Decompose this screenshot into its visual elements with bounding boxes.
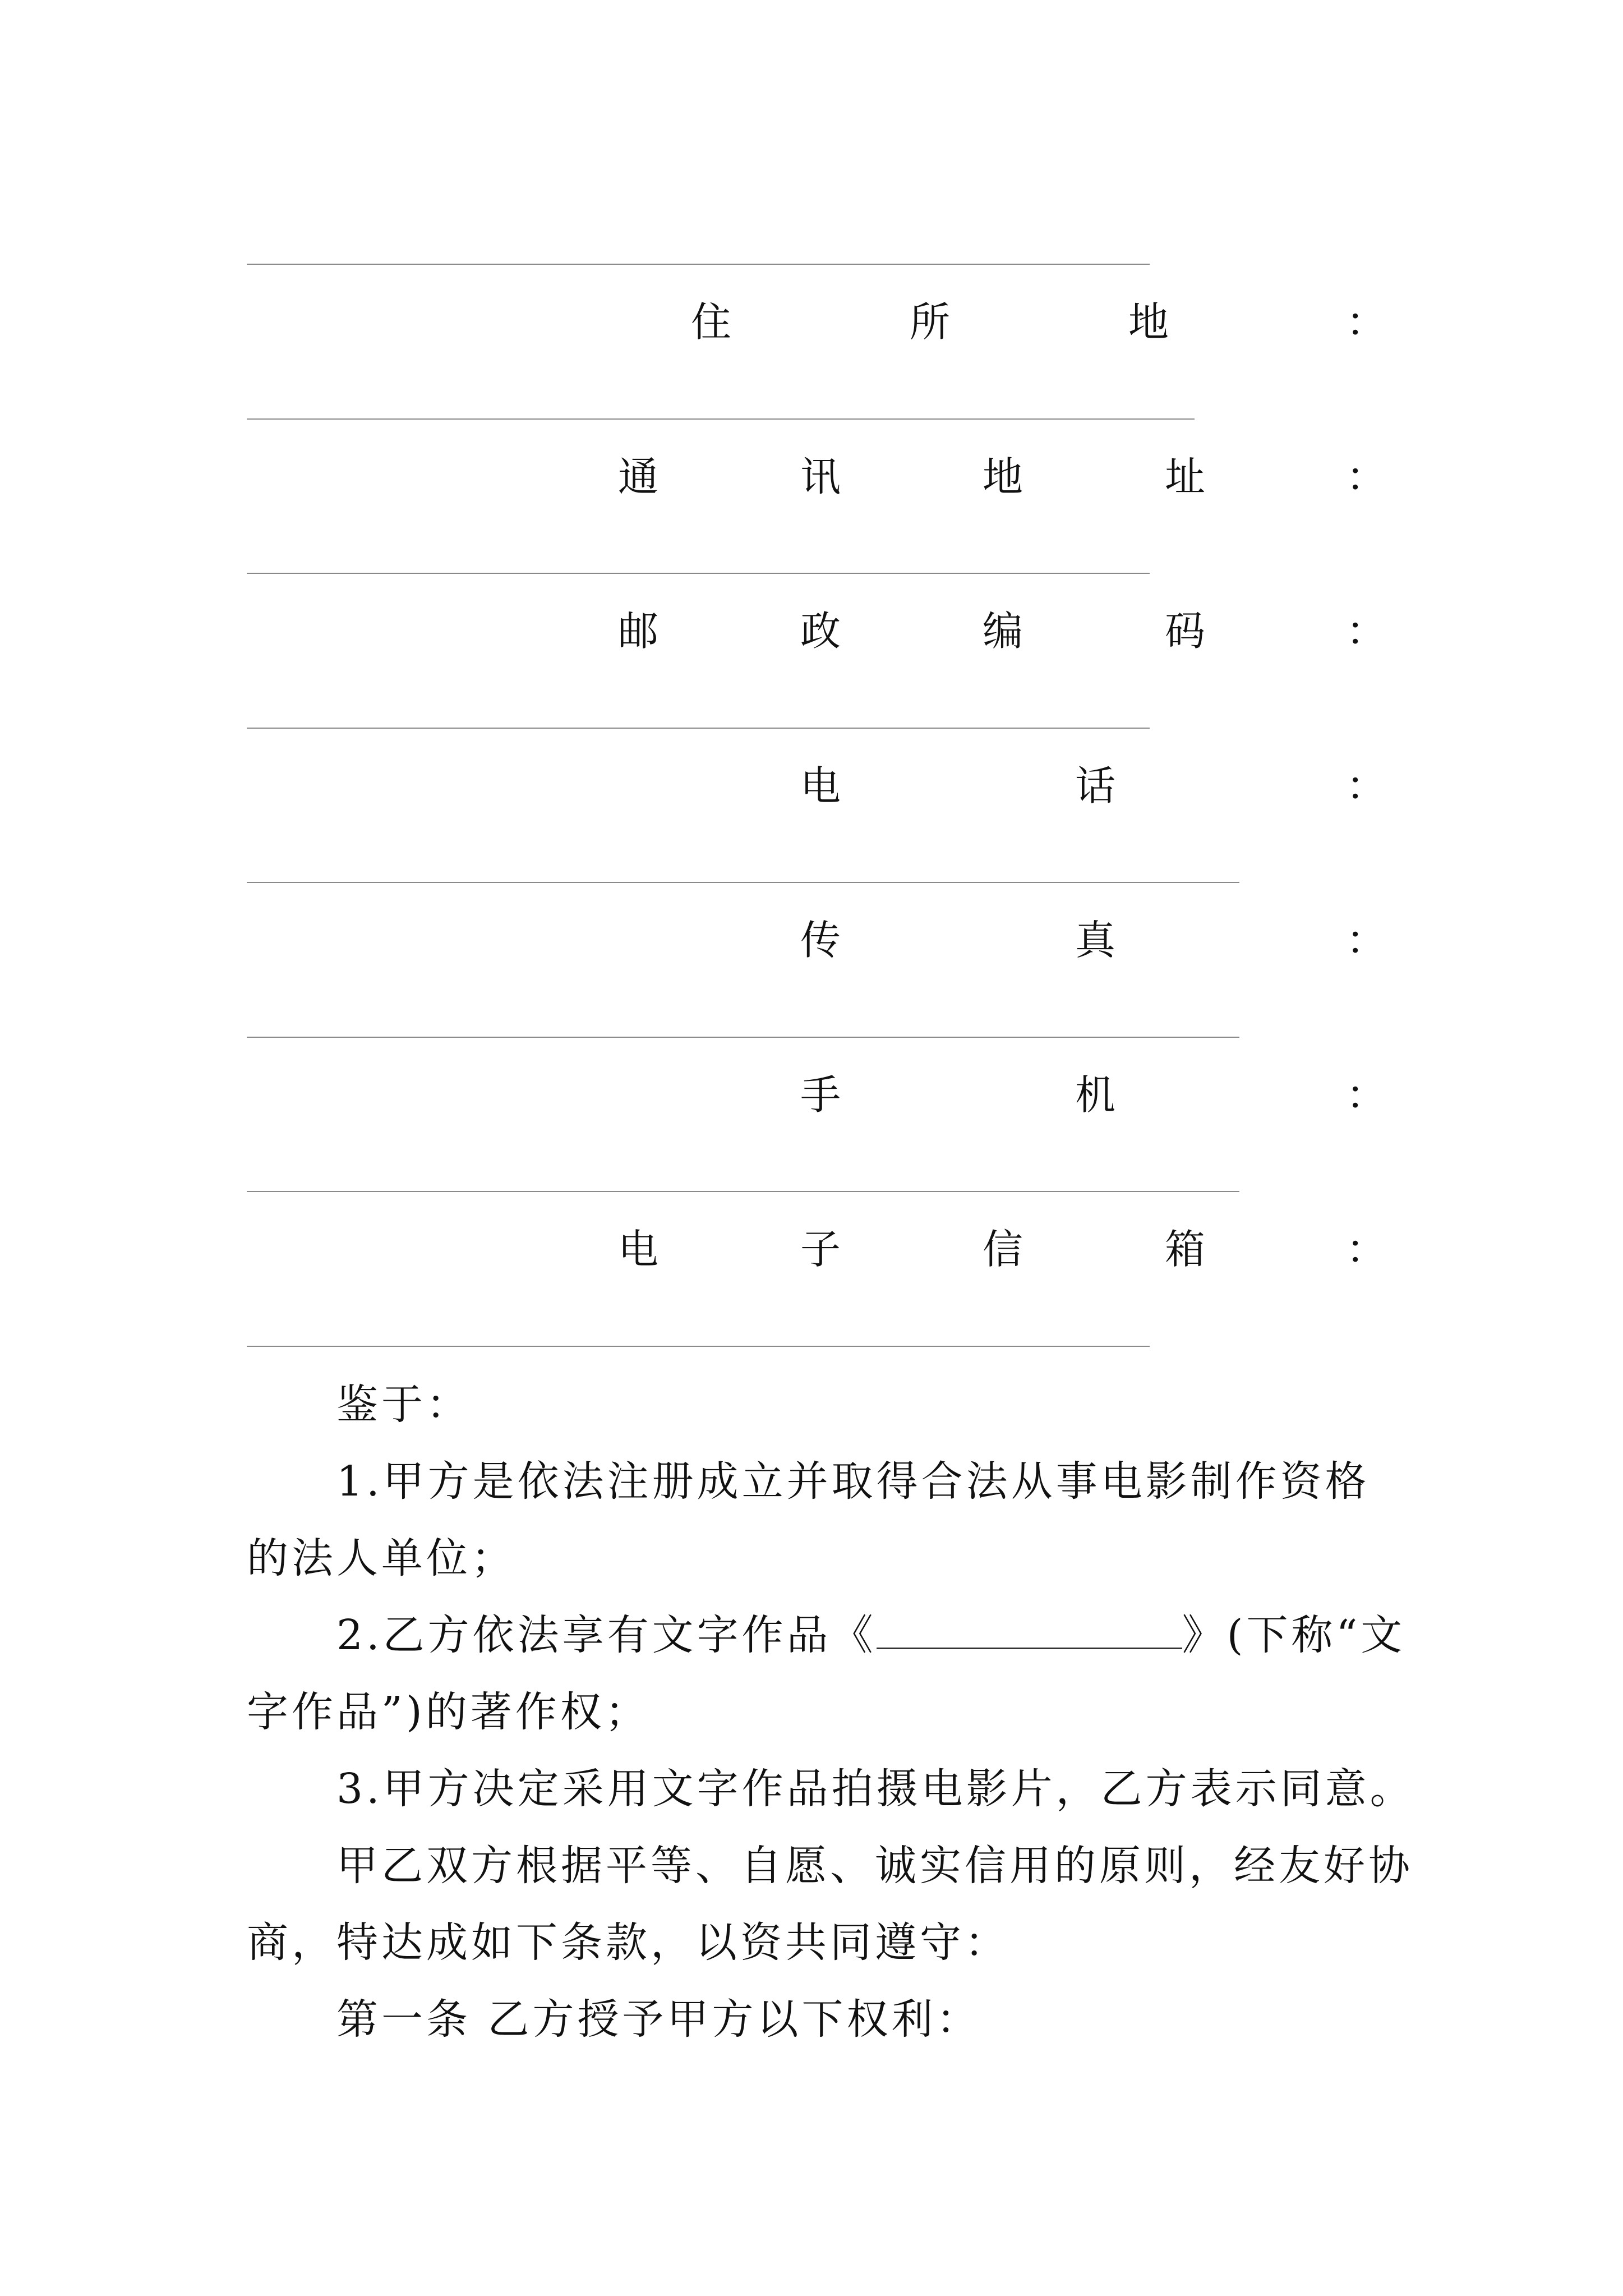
- field-fax-char-1: 传: [800, 917, 841, 964]
- field-rule-5: [247, 882, 1239, 883]
- field-residence-char-2: 所: [910, 298, 951, 346]
- recital-item-2-after-blank: 》(下称“文: [1182, 1611, 1406, 1659]
- field-fax-char-2: 真: [1075, 917, 1116, 964]
- agreement-line-1: 甲乙双方根据平等、自愿、诚实信用的原则，经友好协: [336, 1842, 1413, 1890]
- recital-item-2-line-1: [336, 1597, 1406, 1674]
- field-residence-char-1: 住: [691, 298, 732, 346]
- field-postal-code-char-3: 编: [983, 608, 1023, 655]
- field-mobile: [247, 1061, 1387, 1129]
- field-residence-colon: ：: [1346, 298, 1387, 346]
- field-postal-code-char-2: 政: [800, 608, 841, 655]
- field-rule-2: [247, 418, 1195, 420]
- recital-item-3: 3.甲方决定采用文字作品拍摄电影片，乙方表示同意。: [336, 1765, 1415, 1813]
- field-rule-1: [247, 264, 1150, 265]
- field-email-char-1: 电: [618, 1226, 659, 1273]
- field-email: [247, 1216, 1387, 1283]
- field-postal-code-char-4: 码: [1165, 608, 1206, 655]
- field-fax: [247, 907, 1387, 974]
- field-fax-colon: ：: [1346, 917, 1387, 964]
- field-mail-address: [247, 443, 1387, 510]
- work-title-blank: [877, 1613, 1182, 1649]
- article-1-heading: 第一条 乙方授予甲方以下权利：: [336, 1995, 981, 2044]
- field-rule-4: [247, 728, 1150, 729]
- field-mail-address-char-4: 址: [1165, 453, 1206, 500]
- recital-item-2-line-2: 字作品”)的著作权；: [247, 1688, 650, 1736]
- field-email-char-3: 信: [983, 1226, 1023, 1273]
- field-phone: [247, 752, 1387, 820]
- field-phone-colon: ：: [1346, 762, 1387, 809]
- field-mail-address-char-2: 讯: [800, 453, 841, 500]
- field-mobile-char-2: 机: [1075, 1071, 1116, 1119]
- field-postal-code-colon: ：: [1346, 608, 1387, 655]
- field-mobile-char-1: 手: [800, 1071, 841, 1119]
- field-mail-address-colon: ：: [1346, 453, 1387, 500]
- field-phone-char-1: 电: [800, 762, 841, 809]
- field-mail-address-char-3: 地: [983, 453, 1023, 500]
- field-phone-char-2: 话: [1075, 762, 1116, 809]
- field-email-char-4: 箱: [1165, 1226, 1206, 1273]
- field-rule-7: [247, 1191, 1239, 1192]
- recital-item-2-before-blank: 2.乙方依法享有文字作品《: [336, 1611, 877, 1659]
- agreement-line-2: 商，特达成如下条款，以资共同遵守：: [247, 1918, 1009, 1967]
- field-residence-char-3: 地: [1128, 298, 1169, 346]
- field-rule-3: [247, 573, 1150, 574]
- field-mail-address-char-1: 通: [618, 453, 659, 500]
- field-mobile-colon: ：: [1346, 1071, 1387, 1119]
- recital-heading: 鉴于：: [336, 1381, 471, 1429]
- field-email-char-2: 子: [800, 1226, 841, 1273]
- recital-item-1-line-2: 的法人单位；: [247, 1534, 516, 1582]
- field-email-colon: ：: [1346, 1226, 1387, 1273]
- field-rule-8: [247, 1346, 1150, 1347]
- field-residence: [247, 288, 1387, 356]
- recital-item-1-line-1: 1.甲方是依法注册成立并取得合法从事电影制作资格: [336, 1457, 1370, 1506]
- field-postal-code: [247, 597, 1387, 665]
- field-postal-code-char-1: 邮: [618, 608, 659, 655]
- field-rule-6: [247, 1037, 1239, 1038]
